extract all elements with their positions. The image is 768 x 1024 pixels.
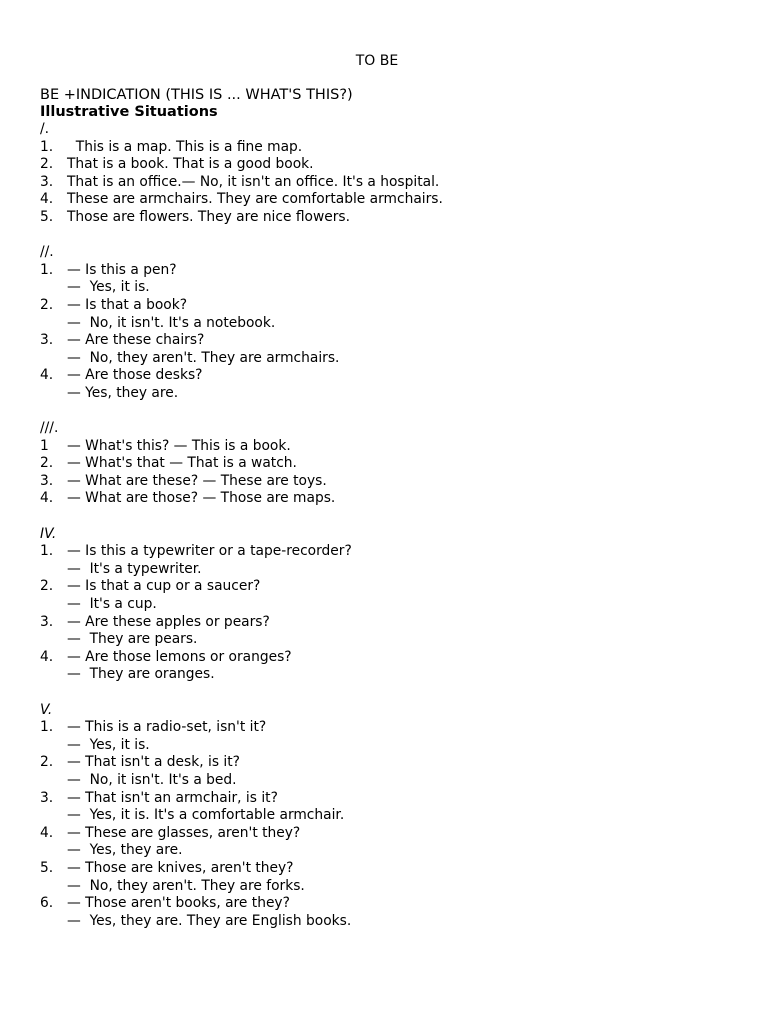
list-item [40, 543, 740, 561]
item-text: — They are pears. [67, 631, 198, 648]
exercise-section [40, 702, 740, 931]
list-item [40, 719, 740, 737]
exercise-sections [40, 121, 740, 930]
list-item [40, 262, 740, 280]
list-item [40, 385, 740, 403]
item-text: — Yes, they are. They are English books. [67, 912, 352, 929]
item-number: 6. [40, 895, 54, 912]
list-item [40, 297, 740, 315]
item-text: This is a map. This is a fine map. [67, 138, 303, 155]
item-text: These are armchairs. They are comfortable armchairs. [67, 191, 443, 208]
item-number: 5. [40, 208, 54, 225]
list-item [40, 578, 740, 596]
item-text: — What's this? — This is a book. [67, 437, 291, 454]
item-text: — Is this a pen? [67, 261, 177, 278]
item-number: 3. [40, 332, 54, 349]
section-marker: ///. [40, 420, 59, 437]
item-text: — What are these? — These are toys. [67, 472, 327, 489]
item-text: — Yes, they are. [67, 842, 183, 859]
item-text: — That isn't an armchair, is it? [67, 789, 278, 806]
list-item [40, 367, 740, 385]
item-text: — Is that a book? [67, 296, 188, 313]
item-number: 1. [40, 719, 54, 736]
item-text: — Those are knives, aren't they? [67, 859, 294, 876]
list-item [40, 473, 740, 491]
list-item [40, 737, 740, 755]
item-number: 2. [40, 578, 54, 595]
item-text: — They are oranges. [67, 666, 215, 683]
list-item [40, 631, 740, 649]
item-text: — It's a cup. [67, 596, 157, 613]
section-marker: V. [40, 701, 53, 718]
item-number: 4. [40, 367, 54, 384]
list-item [40, 807, 740, 825]
exercise-section [40, 526, 740, 702]
item-text: — That isn't a desk, is it? [67, 754, 240, 771]
list-item [40, 332, 740, 350]
list-item [40, 191, 740, 209]
item-text: — What are those? — Those are maps. [67, 490, 336, 507]
item-text: — Yes, it is. [67, 736, 150, 753]
list-item [40, 842, 740, 860]
item-number: 1. [40, 138, 54, 155]
item-number: 3. [40, 173, 54, 190]
item-text: — No, it isn't. It's a notebook. [67, 314, 276, 331]
item-number: 3. [40, 789, 54, 806]
list-item [40, 825, 740, 843]
item-number: 3. [40, 472, 54, 489]
list-item [40, 754, 740, 772]
list-item [40, 772, 740, 790]
section-marker: /. [40, 121, 50, 137]
item-text: — What's that — That is a watch. [67, 455, 297, 472]
section-spacer [40, 508, 740, 526]
item-text: — Are those lemons or oranges? [67, 648, 292, 665]
section-spacer [40, 227, 740, 245]
item-number: 3. [40, 613, 54, 630]
section-heading: BE +INDICATION (THIS IS ... WHAT'S THIS?) [40, 87, 353, 103]
item-text: — This is a radio-set, isn't it? [67, 719, 267, 736]
item-text: Those are flowers. They are nice flowers. [67, 208, 351, 225]
item-number: 5. [40, 859, 54, 876]
list-item [40, 174, 740, 192]
item-number: 4. [40, 490, 54, 507]
item-text: — Yes, they are. [67, 384, 179, 401]
list-item [40, 666, 740, 684]
list-item [40, 139, 740, 157]
item-text: — Are these chairs? [67, 332, 205, 349]
section-marker: //. [40, 244, 54, 261]
document-body [40, 86, 740, 930]
section-spacer [40, 684, 740, 702]
exercise-section [40, 121, 740, 244]
list-item [40, 350, 740, 368]
list-item [40, 649, 740, 667]
item-number: 4. [40, 824, 54, 841]
list-item [40, 156, 740, 174]
item-number: 2. [40, 296, 54, 313]
list-item [40, 209, 740, 227]
item-text: — Are those desks? [67, 367, 203, 384]
item-text: — No, they aren't. They are forks. [67, 877, 305, 894]
list-item [40, 561, 740, 579]
item-number: 4. [40, 191, 54, 208]
list-item [40, 455, 740, 473]
item-text: — These are glasses, aren't they? [67, 824, 301, 841]
list-item [40, 596, 740, 614]
item-text: — It's a typewriter. [67, 560, 202, 577]
item-text: — Yes, it is. [67, 279, 150, 296]
item-number: 2. [40, 754, 54, 771]
exercise-section [40, 244, 740, 420]
item-number: 4. [40, 648, 54, 665]
list-item [40, 490, 740, 508]
item-text: — Those aren't books, are they? [67, 895, 290, 912]
item-text: — No, it isn't. It's a bed. [67, 771, 237, 788]
item-number: 2. [40, 156, 54, 173]
list-item [40, 790, 740, 808]
item-text: — Is that a cup or a saucer? [67, 578, 261, 595]
page-title: TO BE [355, 53, 399, 69]
section-spacer [40, 403, 740, 421]
item-text: — No, they aren't. They are armchairs. [67, 349, 340, 366]
item-number: 1 [40, 437, 49, 454]
item-text: — Are these apples or pears? [67, 613, 270, 630]
list-item [40, 860, 740, 878]
section-subheading: Illustrative Situations [40, 104, 218, 120]
item-text: That is a book. That is a good book. [67, 156, 314, 173]
list-item [40, 878, 740, 896]
item-text: — Is this a typewriter or a tape-recorder? [67, 543, 352, 560]
item-text: — Yes, it is. It's a comfortable armchair. [67, 807, 345, 824]
item-number: 1. [40, 261, 54, 278]
item-text: That is an office.— No, it isn't an office. It's a hospital. [67, 173, 440, 190]
item-number: 2. [40, 455, 54, 472]
exercise-section [40, 420, 740, 526]
section-marker: IV. [40, 525, 57, 542]
list-item [40, 438, 740, 456]
list-item [40, 614, 740, 632]
item-number: 1. [40, 543, 54, 560]
list-item [40, 315, 740, 333]
list-item [40, 895, 740, 913]
list-item [40, 279, 740, 297]
list-item [40, 913, 740, 931]
